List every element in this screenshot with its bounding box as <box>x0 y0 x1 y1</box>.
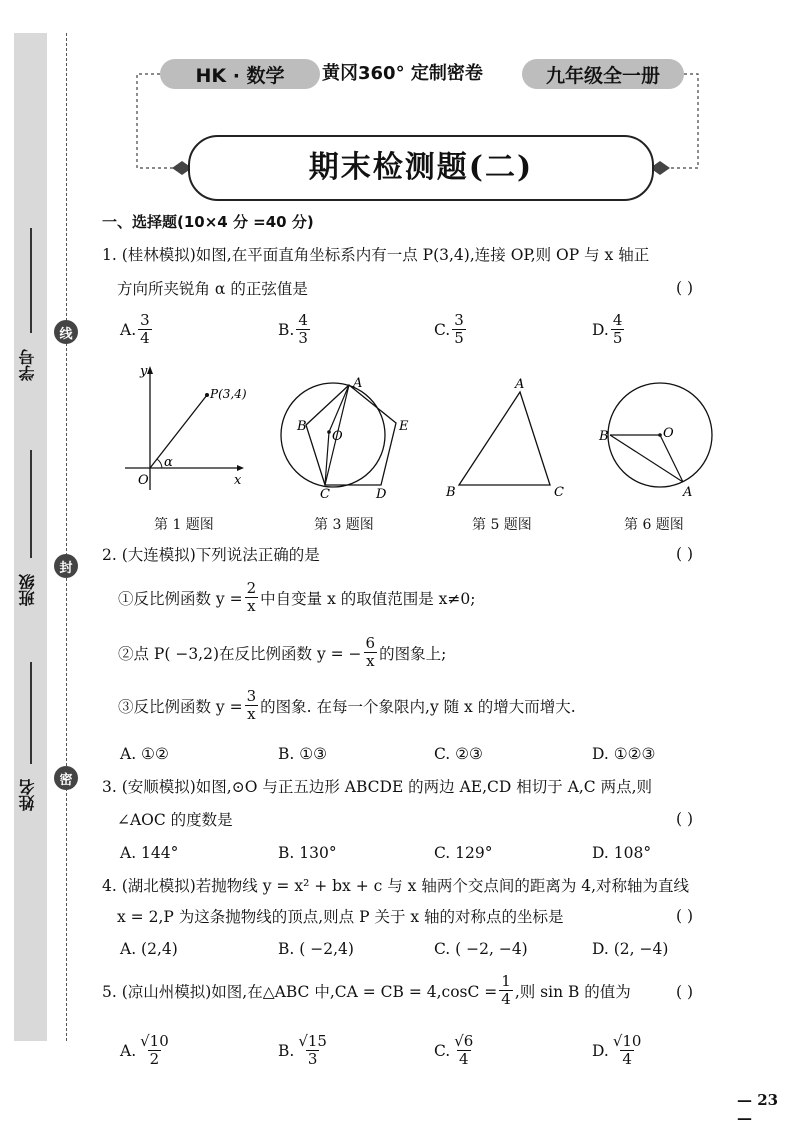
q2-stem: 2. (大连模拟)下列说法正确的是 <box>102 546 320 564</box>
q1-option-a: A. $\frac{3}{4}$ <box>120 311 150 347</box>
q2-statement-1: ①反比例函数 y = $\frac{2}{x}$ 中自变量 x 的取值范围是 x≠0; <box>118 579 476 615</box>
name-field <box>30 662 32 764</box>
fig6-b-label: B <box>599 429 609 444</box>
brand-title: 黄冈360° 定制密卷 <box>322 63 483 84</box>
page-number: — 23 — <box>737 1091 779 1127</box>
q2-statement-2: ②点 P( −3,2)在反比例函数 y = − $\frac{6}{x}$ 的图象上; <box>118 634 447 670</box>
q4-option-b: B. ( −2,4) <box>278 940 354 958</box>
fig1-caption: 第 1 题图 <box>154 517 214 533</box>
q3-option-c: C. 129° <box>434 844 493 862</box>
q4-option-a: A. (2,4) <box>120 940 178 958</box>
q5-option-a: A. $\frac{√10}{2}$ <box>120 1032 169 1068</box>
q5-option-d: D. $\frac{√10}{4}$ <box>592 1032 642 1068</box>
fig5-a-label: A <box>515 377 525 392</box>
seal-secret-badge: 密 <box>54 766 78 790</box>
fig3-a-label: A <box>353 376 363 391</box>
fig3-o-label: O <box>332 429 343 444</box>
fig3-caption: 第 3 题图 <box>314 517 374 533</box>
fig5-triangle <box>445 377 564 500</box>
q3-line2: ∠AOC 的度数是 <box>117 811 233 829</box>
fig1-alpha-label: α <box>164 455 173 470</box>
student-no-label: 学号 <box>18 349 37 381</box>
fig1-o-label: O <box>138 473 149 488</box>
seal-line-badge: 线 <box>54 320 78 344</box>
q3-option-a: A. 144° <box>120 844 179 862</box>
q1-option-c: C. $\frac{3}{5}$ <box>434 311 464 347</box>
q2-option-b: B. ①③ <box>278 745 328 763</box>
q1-option-b: B. $\frac{4}{3}$ <box>278 311 308 347</box>
q5-answer-blank: ( ) <box>676 983 694 1001</box>
q3-option-b: B. 130° <box>278 844 337 862</box>
fig3-d-label: D <box>376 487 387 502</box>
fig3-b-label: B <box>297 419 307 434</box>
fig3-circle-pentagon <box>281 376 409 502</box>
fig5-caption: 第 5 题图 <box>472 517 532 533</box>
fig5-c-label: C <box>554 485 564 500</box>
fig1-p-label: P(3,4) <box>210 387 247 401</box>
q2-statement-3: ③反比例函数 y = $\frac{3}{x}$ 的图象. 在每一个象限内,y 随 x 的增大而增大. <box>118 687 576 723</box>
q1-answer-blank: ( ) <box>676 279 694 297</box>
q4-option-c: C. ( −2, −4) <box>434 940 528 958</box>
q4-option-d: D. (2, −4) <box>592 940 669 958</box>
fig3-e-label: E <box>399 419 409 434</box>
fig1-x-label: x <box>234 473 242 488</box>
class-label: 班级 <box>18 574 37 606</box>
q4-line2: x = 2,P 为这条抛物线的顶点,则点 P 关于 x 轴的对称点的坐标是 <box>117 908 564 926</box>
page-title: 期末检测题(二) <box>308 150 534 185</box>
q2-option-d: D. ①②③ <box>592 745 656 763</box>
fig1-y-label: y <box>140 364 148 379</box>
fig6-caption: 第 6 题图 <box>624 517 684 533</box>
q3-line1: 3. (安顺模拟)如图,⊙O 与正五边形 ABCDE 的两边 AE,CD 相切于 A,C 两点,则 <box>102 778 653 796</box>
fig1-coordinate-plane <box>125 364 247 490</box>
q2-answer-blank: ( ) <box>676 545 694 563</box>
q1-line2: 方向所夹锐角 α 的正弦值是 <box>117 280 308 298</box>
section-heading: 一、选择题(10×4 分 =40 分) <box>102 213 314 231</box>
name-label: 姓名 <box>18 779 37 811</box>
grade-badge: 九年级全一册 <box>522 59 684 89</box>
q3-option-d: D. 108° <box>592 844 652 862</box>
q3-answer-blank: ( ) <box>676 810 694 828</box>
q4-line1: 4. (湖北模拟)若抛物线 y = x² + bx + c 与 x 轴两个交点间的距离为 4,对称轴为直线 <box>102 877 690 895</box>
fig5-b-label: B <box>446 485 456 500</box>
fig3-c-label: C <box>320 487 330 502</box>
fig6-circle-chords <box>598 383 712 500</box>
subject-badge: HK · 数学 <box>160 59 320 89</box>
figures-row <box>0 360 794 510</box>
q2-option-a: A. ①② <box>120 745 169 763</box>
fig6-o-label: O <box>663 426 674 441</box>
q5-option-b: B. $\frac{√15}{3}$ <box>278 1032 327 1068</box>
fig6-a-label: A <box>683 485 693 500</box>
student-no-field <box>30 228 32 333</box>
q2-option-c: C. ②③ <box>434 745 483 763</box>
q5-stem: 5. (凉山州模拟)如图,在△ABC 中,CA = CB = 4,cosC = $\frac{1}{4}$ ,则 sin B 的值为 <box>102 972 631 1008</box>
q1-option-d: D. $\frac{4}{5}$ <box>592 311 623 347</box>
q5-option-c: C. $\frac{√6}{4}$ <box>434 1032 474 1068</box>
seal-seal-badge: 封 <box>54 554 78 578</box>
q4-answer-blank: ( ) <box>676 907 694 925</box>
q1-line1: 1. (桂林模拟)如图,在平面直角坐标系内有一点 P(3,4),连接 OP,则 OP 与 x 轴正 <box>102 246 650 264</box>
